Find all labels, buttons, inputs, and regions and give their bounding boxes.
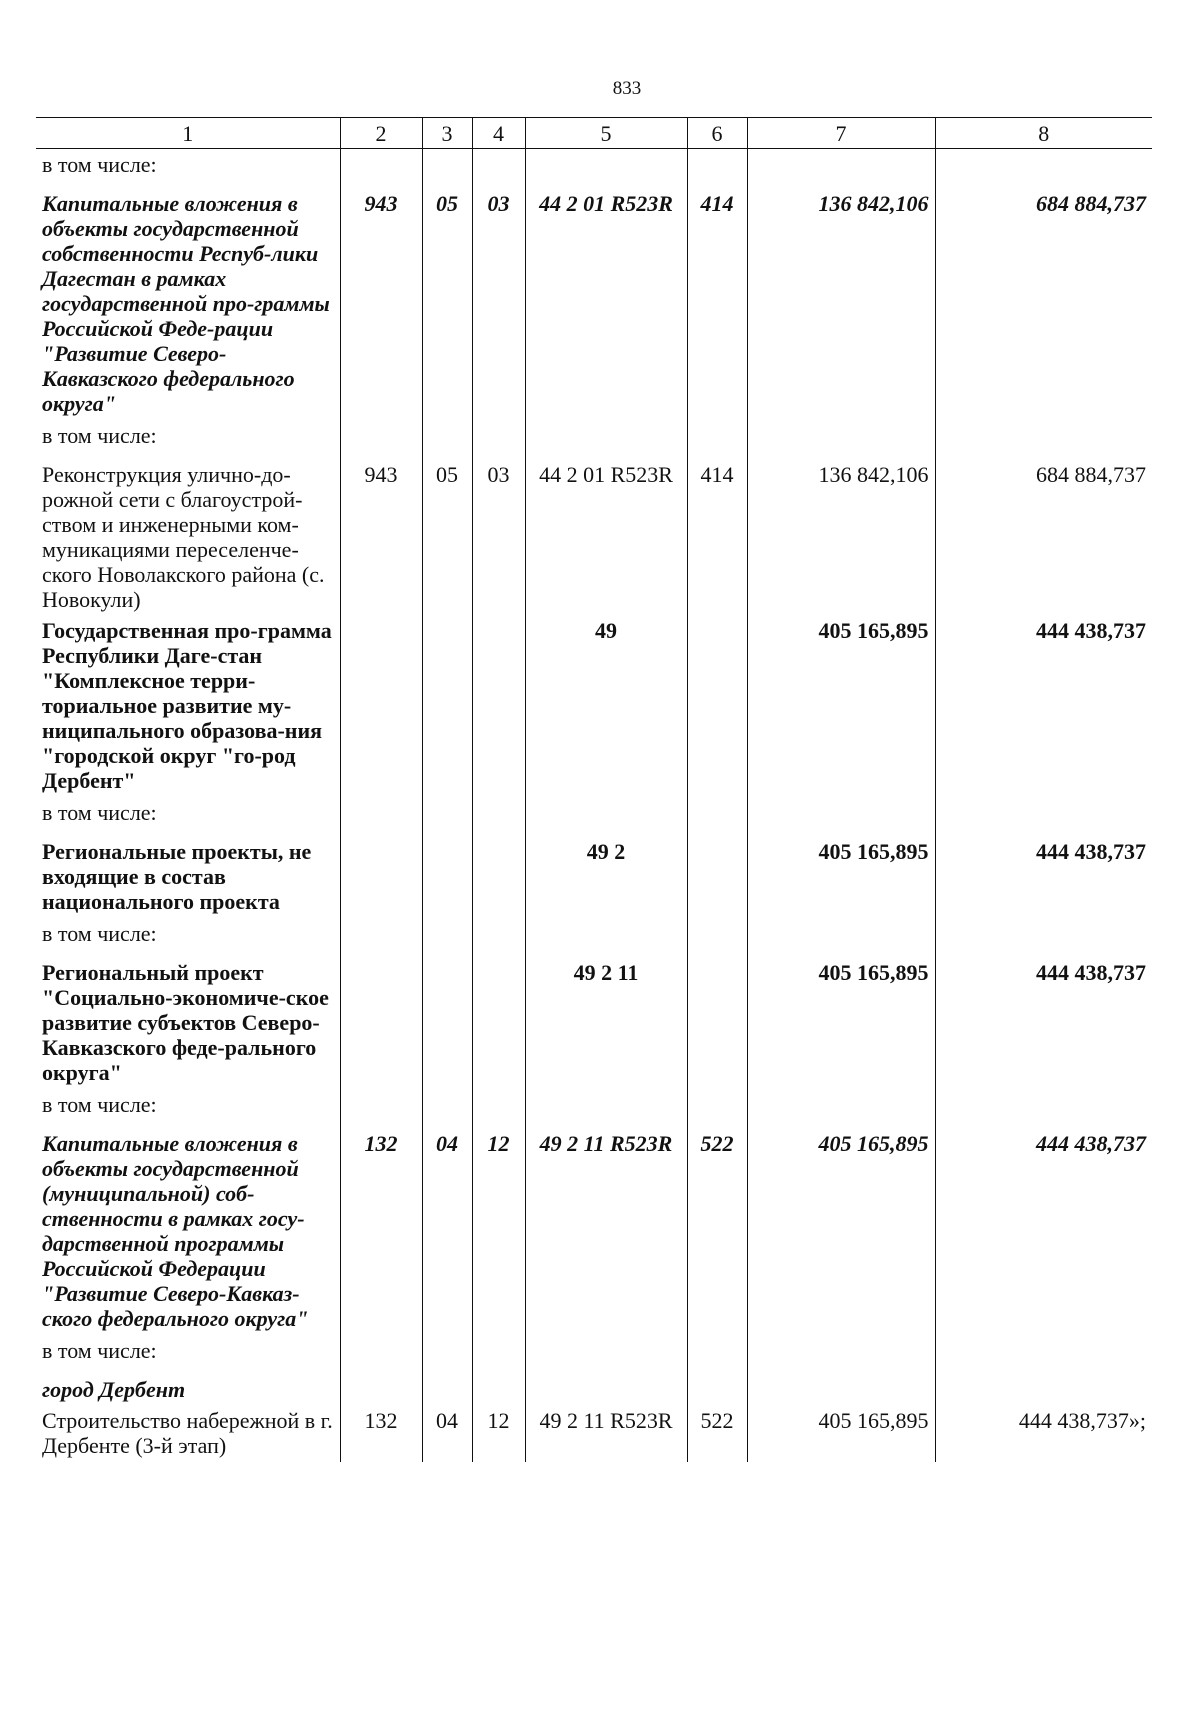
cell-c6 <box>687 149 747 190</box>
table-row <box>36 149 1152 190</box>
header-cell: 2 <box>340 118 422 149</box>
table-row <box>36 1335 1152 1375</box>
header-cell: 3 <box>422 118 472 149</box>
row-label: в том числе: <box>42 1338 157 1363</box>
row-label: город Дербент <box>42 1377 186 1402</box>
table-row <box>36 837 1152 918</box>
cell-c8: 684 884,737 <box>935 189 1152 420</box>
cell-c2: 132 <box>340 1406 422 1462</box>
cell-c2 <box>340 420 422 460</box>
cell-c2: 943 <box>340 189 422 420</box>
header-cell: 7 <box>747 118 935 149</box>
cell-c6 <box>687 797 747 837</box>
cell-c5: 49 2 11 R523R <box>525 1129 687 1335</box>
cell-c4: 03 <box>472 189 525 420</box>
header-row <box>36 118 1152 149</box>
cell-c3 <box>422 1375 472 1406</box>
cell-c5: 49 2 11 R523R <box>525 1406 687 1462</box>
cell-c4 <box>472 797 525 837</box>
row-label: в том числе: <box>42 152 157 177</box>
cell-c4 <box>472 918 525 958</box>
cell-c2 <box>340 149 422 190</box>
cell-c5 <box>525 1335 687 1375</box>
cell-c7 <box>747 1089 935 1129</box>
table-row <box>36 189 1152 420</box>
row-label: Капитальные вложения в объекты государственной (муниципальной) соб-ственности в рамках госу-дарственной программы Российской Федерации "Развитие Северо-Кавказ-ского федерального округа" <box>42 1131 309 1331</box>
cell-c8 <box>935 918 1152 958</box>
cell-c8 <box>935 1375 1152 1406</box>
row-label: в том числе: <box>42 800 157 825</box>
cell-c4 <box>472 1089 525 1129</box>
cell-c3: 04 <box>422 1129 472 1335</box>
table-body <box>36 149 1152 1463</box>
cell-c5: 49 <box>525 616 687 797</box>
cell-c2: 943 <box>340 460 422 616</box>
row-label: Государственная про-грамма Республики Даге-стан "Комплексное терри-ториальное развитие му-ниципального образова-ния "городской округ "го-род Дербент" <box>42 618 332 793</box>
row-label: в том числе: <box>42 423 157 448</box>
cell-c2 <box>340 616 422 797</box>
header-cell: 5 <box>525 118 687 149</box>
cell-c8 <box>935 149 1152 190</box>
table-row <box>36 1406 1152 1462</box>
cell-c5 <box>525 149 687 190</box>
cell-c4 <box>472 420 525 460</box>
cell-c4: 03 <box>472 460 525 616</box>
cell-c5 <box>525 1375 687 1406</box>
row-label: Региональные проекты, не входящие в состав национального проекта <box>42 839 312 914</box>
cell-c3 <box>422 149 472 190</box>
cell-c8: 444 438,737 <box>935 958 1152 1089</box>
cell-c2 <box>340 918 422 958</box>
cell-c7 <box>747 149 935 190</box>
row-label: в том числе: <box>42 1092 157 1117</box>
cell-c2 <box>340 1375 422 1406</box>
cell-c6: 522 <box>687 1406 747 1462</box>
cell-c4: 12 <box>472 1129 525 1335</box>
row-label: Региональный проект "Социально-экономиче-ское развитие субъектов Северо-Кавказского феде-рального округа" <box>42 960 329 1085</box>
cell-c5 <box>525 1089 687 1129</box>
budget-table <box>36 117 1152 1462</box>
cell-c2: 132 <box>340 1129 422 1335</box>
table-row <box>36 797 1152 837</box>
cell-c3 <box>422 420 472 460</box>
cell-c8 <box>935 420 1152 460</box>
cell-c6: 522 <box>687 1129 747 1335</box>
cell-c3 <box>422 918 472 958</box>
cell-c7 <box>747 797 935 837</box>
cell-c8 <box>935 797 1152 837</box>
cell-c3: 05 <box>422 460 472 616</box>
header-cell: 1 <box>36 118 340 149</box>
cell-c7: 136 842,106 <box>747 189 935 420</box>
cell-c8: 444 438,737 <box>935 1129 1152 1335</box>
cell-c7: 405 165,895 <box>747 958 935 1089</box>
cell-c5 <box>525 918 687 958</box>
cell-c5: 44 2 01 R523R <box>525 460 687 616</box>
table-row <box>36 1089 1152 1129</box>
cell-c6 <box>687 1089 747 1129</box>
cell-c7: 405 165,895 <box>747 1406 935 1462</box>
cell-c7 <box>747 420 935 460</box>
cell-c3 <box>422 958 472 1089</box>
cell-c4: 12 <box>472 1406 525 1462</box>
cell-c7: 405 165,895 <box>747 616 935 797</box>
table-row <box>36 616 1152 797</box>
cell-c4 <box>472 837 525 918</box>
cell-c5: 49 2 11 <box>525 958 687 1089</box>
row-label: Капитальные вложения в объекты государственной собственности Респуб-лики Дагестан в рамках государственной про-граммы Российской Феде-рации "Развитие Северо-Кавказского федерального округа" <box>42 191 330 416</box>
cell-c3 <box>422 1335 472 1375</box>
cell-c8: 444 438,737»; <box>935 1406 1152 1462</box>
row-label: Строительство набережной в г. Дербенте (3-й этап) <box>42 1408 333 1458</box>
cell-c5: 49 2 <box>525 837 687 918</box>
cell-c7: 405 165,895 <box>747 837 935 918</box>
cell-c2 <box>340 797 422 837</box>
cell-c5 <box>525 797 687 837</box>
cell-c8: 444 438,737 <box>935 616 1152 797</box>
cell-c5: 44 2 01 R523R <box>525 189 687 420</box>
cell-c7 <box>747 918 935 958</box>
cell-c6 <box>687 616 747 797</box>
cell-c6 <box>687 837 747 918</box>
cell-c3 <box>422 837 472 918</box>
cell-c6 <box>687 420 747 460</box>
table-row <box>36 1129 1152 1335</box>
cell-c7: 405 165,895 <box>747 1129 935 1335</box>
header-cell: 8 <box>935 118 1152 149</box>
cell-c3: 04 <box>422 1406 472 1462</box>
cell-c4 <box>472 616 525 797</box>
budget-table-container <box>36 117 1152 1462</box>
cell-c4 <box>472 1335 525 1375</box>
page-number: 833 <box>612 78 642 99</box>
row-label: в том числе: <box>42 921 157 946</box>
table-row <box>36 918 1152 958</box>
table-row <box>36 420 1152 460</box>
cell-c4 <box>472 149 525 190</box>
cell-c3 <box>422 797 472 837</box>
cell-c6: 414 <box>687 460 747 616</box>
cell-c6 <box>687 1335 747 1375</box>
cell-c4 <box>472 1375 525 1406</box>
cell-c4 <box>472 958 525 1089</box>
cell-c7: 136 842,106 <box>747 460 935 616</box>
cell-c2 <box>340 837 422 918</box>
cell-c7 <box>747 1375 935 1406</box>
cell-c8: 444 438,737 <box>935 837 1152 918</box>
cell-c2 <box>340 1089 422 1129</box>
cell-c3 <box>422 1089 472 1129</box>
cell-c3 <box>422 616 472 797</box>
table-row <box>36 958 1152 1089</box>
cell-c8 <box>935 1335 1152 1375</box>
cell-c2 <box>340 1335 422 1375</box>
cell-c8 <box>935 1089 1152 1129</box>
header-cell: 4 <box>472 118 525 149</box>
header-cell: 6 <box>687 118 747 149</box>
cell-c6 <box>687 918 747 958</box>
cell-c6 <box>687 1375 747 1406</box>
cell-c8: 684 884,737 <box>935 460 1152 616</box>
cell-c6 <box>687 958 747 1089</box>
table-row <box>36 1375 1152 1406</box>
cell-c2 <box>340 958 422 1089</box>
cell-c6: 414 <box>687 189 747 420</box>
table-row <box>36 460 1152 616</box>
cell-c3: 05 <box>422 189 472 420</box>
row-label: Реконструкция улично-до-рожной сети с благоустрой-ством и инженерными ком-муникациями переселенче-ского Новолакского района (с. Новокули) <box>42 462 325 612</box>
cell-c5 <box>525 420 687 460</box>
cell-c7 <box>747 1335 935 1375</box>
